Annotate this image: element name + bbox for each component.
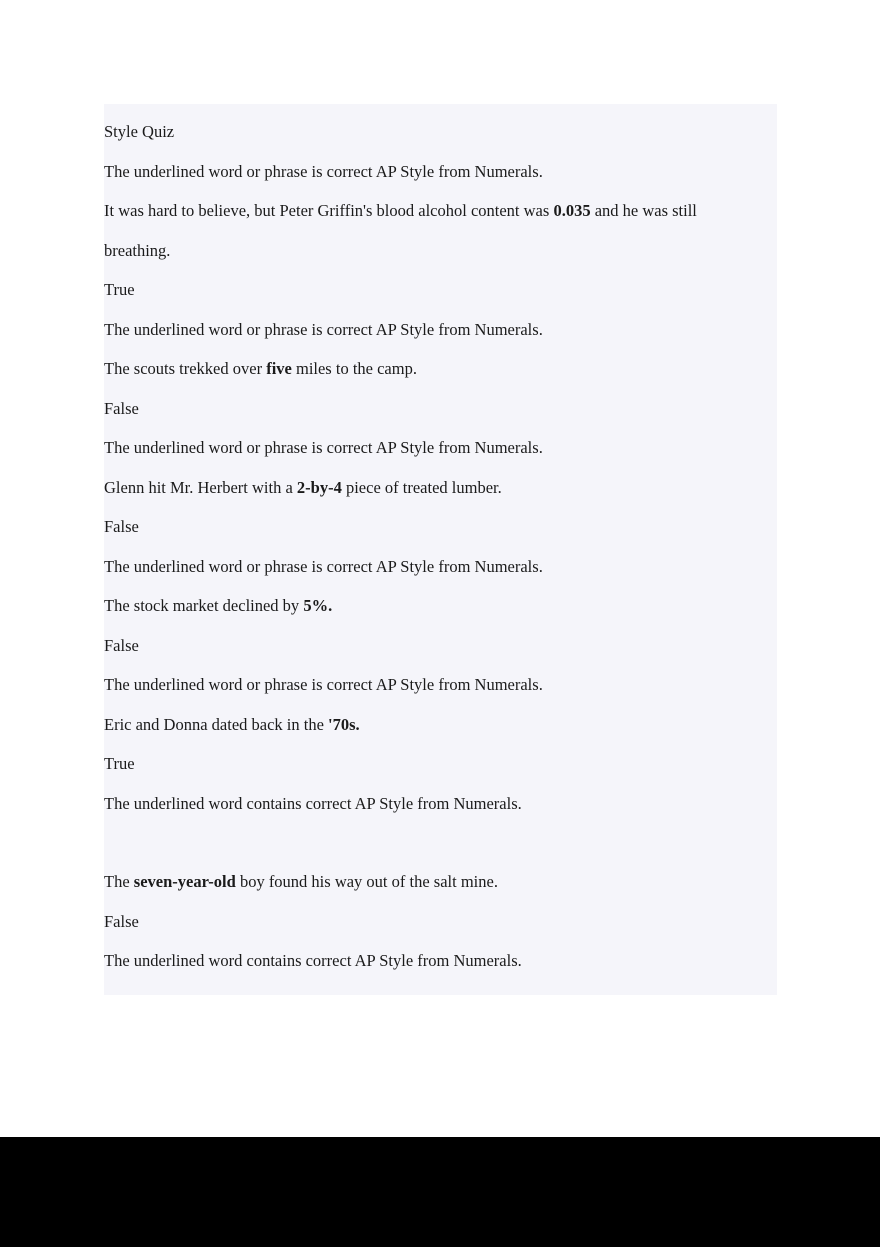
question-post: boy found his way out of the salt mine. [235,872,498,891]
question-text [104,705,777,745]
page-title: Style Quiz [104,122,175,141]
answer-text: False [104,635,139,655]
prompt-text: The underlined word contains correct AP Style from Numerals. [104,793,522,813]
prompt-text: The underlined word or phrase is correct AP Style from Numerals. [104,438,543,457]
question-text [104,349,777,389]
question-post: piece of treated lumber. [341,477,502,497]
question-text [104,468,777,508]
question-emphasis: 5%. [303,596,333,615]
question-pre: It was hard to believe, but Peter Griffin's blood alcohol content was [104,201,554,220]
question-emphasis: 0.035 [553,201,591,220]
question-text [104,191,777,270]
question-pre: Glenn hit Mr. Herbert with a [104,477,297,497]
prompt-text: The underlined word contains correct AP Style from Numerals. [104,951,522,970]
question-pre: The scouts trekked over [104,359,267,378]
question-pre: The stock market declined by [104,596,304,615]
document-body [104,104,777,995]
answer-text: False [104,398,139,418]
answer-text: True [104,280,135,299]
question-emphasis: five [266,359,292,378]
prompt-text: The underlined word or phrase is correct AP Style from Numerals. [104,556,543,576]
blank-line [104,823,777,862]
answer-text: False [104,517,139,536]
question-post: and he was still breathing. [104,201,697,260]
question-emphasis: 2-by-4 [296,477,342,497]
footer-bar [0,1137,880,1247]
question-emphasis: seven-year-old [133,872,236,891]
question-post: miles to the camp. [291,359,417,378]
question-pre: The [104,872,134,891]
question-emphasis: '70s. [328,714,360,734]
prompt-text: The underlined word or phrase is correct AP Style from Numerals. [104,319,543,339]
question-pre: Eric and Donna dated back in the [104,714,329,734]
answer-text: True [104,754,135,773]
question-text [104,862,777,902]
answer-text: False [104,911,139,931]
prompt-text: The underlined word or phrase is correct AP Style from Numerals. [104,161,543,181]
prompt-text: The underlined word or phrase is correct AP Style from Numerals. [104,675,543,694]
question-text [104,586,777,626]
